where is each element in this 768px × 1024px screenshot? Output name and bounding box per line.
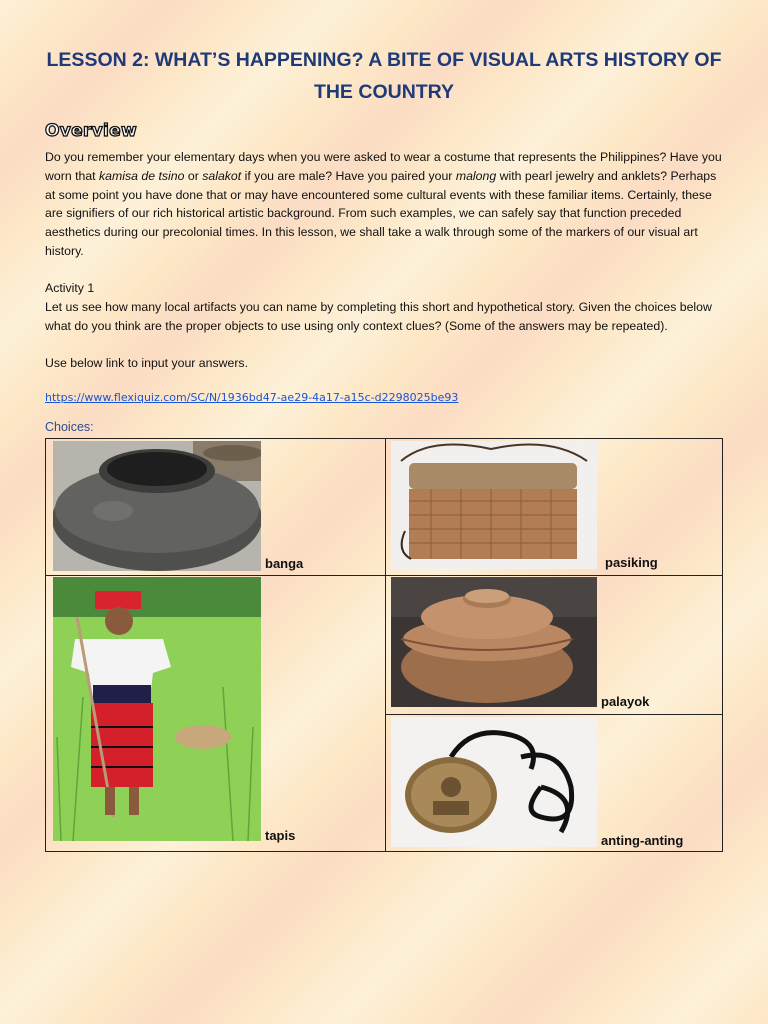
overview-heading: Overview <box>45 121 137 141</box>
choices-label: Choices: <box>45 420 94 434</box>
choice-tapis: tapis <box>265 828 296 843</box>
column-divider <box>385 439 386 851</box>
choice-banga: banga <box>265 556 304 571</box>
choice-palayok: palayok <box>601 694 650 709</box>
overview-text-1: Do you remember your elementary days when you were asked to wear a costume that represents the Philippines? Have you worn that <box>45 150 722 183</box>
page-title: LESSON 2: WHAT’S HAPPENING? A BITE OF VISUAL ARTS HISTORY OF THE COUNTRY <box>46 49 722 103</box>
activity-heading: Activity 1 <box>45 281 95 295</box>
term-malong: malong <box>455 168 497 183</box>
overview-text-3: if you are male? Have you paired your <box>241 168 456 183</box>
overview-text-2: or <box>184 168 203 183</box>
banga-image <box>53 441 261 571</box>
row-divider <box>46 575 722 576</box>
choice-pasiking: pasiking <box>605 555 658 570</box>
choice-anting-anting: anting-anting <box>601 833 684 848</box>
overview-text-4: with pearl jewelry and anklets? Perhaps at some point you have done that or may have encountered some cultural events with these familiar items. Certainly, these are signifiers of our rich historical artistic background. From such examples, we can safely say that function preceded aesthetics during our precolonial times. In this lesson, we shall take a walk through some of the markers of our visual art history. <box>45 168 717 258</box>
term-kamisa-de-tsino: kamisa de tsino <box>99 168 185 183</box>
row-divider-right <box>385 714 722 715</box>
tapis-image <box>53 577 261 841</box>
term-salakot: salakot <box>202 168 242 183</box>
quiz-link[interactable]: https://www.flexiquiz.com/SC/N/1936bd47-ae29-4a17-a15c-d2298025be93 <box>45 391 459 404</box>
anting-anting-image <box>391 717 597 847</box>
overview-paragraph <box>45 148 725 261</box>
choices-table <box>45 438 723 852</box>
pasiking-image <box>391 441 597 569</box>
link-note: Use below link to input your answers. <box>45 356 248 370</box>
activity-instructions: Let us see how many local artifacts you can name by completing this short and hypothetical story. Given the choices below what do you think are the proper objects to use using only context clues? (Some of the answers may be repeated). <box>45 300 712 333</box>
palayok-image <box>391 577 597 707</box>
